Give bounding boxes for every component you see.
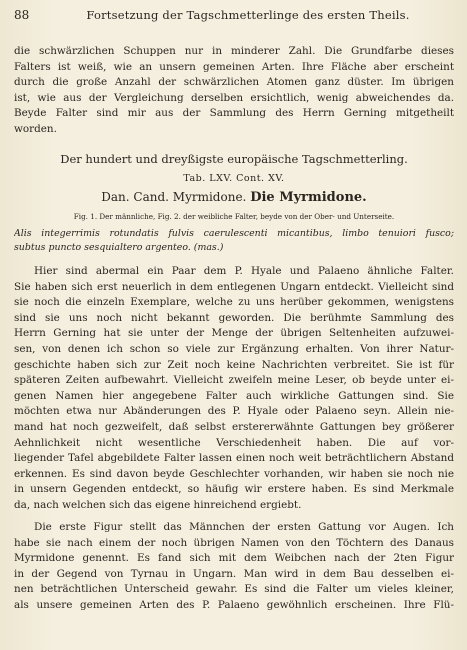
paragraph-3 <box>14 520 454 614</box>
figure-caption: Fig. 1. Der männliche, Fig. 2. der weibliche Falter, beyde von der Ober- und Unterseite. <box>73 212 395 221</box>
text-line: sind sie uns noch nicht bekannt geworden. Die berühmte Sammlung des <box>14 311 454 324</box>
text-line: in unsern Gegenden entdeckt, so häufig wir erstere haben. Es sind Merkmale <box>14 483 454 496</box>
section-heading: Der hundert und dreyßigste europäische Tagschmetterling. <box>60 152 408 166</box>
figure-caption-block <box>14 211 454 223</box>
page-header <box>14 6 452 26</box>
text-line: möchten etwa nur Abänderungen des P. Hyale oder Palaeno seyn. Allein nie- <box>14 405 454 418</box>
plate-reference: Tab. LXV. Cont. XV. <box>183 173 285 184</box>
text-line: späteren Zeiten aufbewahrt. Vielleicht zweifeln meine Leser, ob beyde unter ei- <box>14 374 454 387</box>
latin-description <box>14 227 454 255</box>
text-line: erkennen. Es sind davon beyde Geschlechter vorhanden, wir haben sie noch nie <box>14 467 454 480</box>
paragraph-2 <box>14 264 454 514</box>
text-line: Hier sind abermal ein Paar dem P. Hyale und Palaeno ähnliche Falter. <box>34 265 454 277</box>
text-line: nen beträchtlichen Unterscheid gewahr. Es sind die Falter um vieles kleiner, <box>14 583 454 596</box>
text-line: da, nach welchen sich das eigene hinreichend ergiebt. <box>14 498 302 511</box>
text-line: habe sie nach einem der noch übrigen Namen von den Töchtern des Danaus <box>14 536 454 549</box>
text-line: durch die große Anzahl der schwärzlichen Atomen ganz düster. Im übrigen <box>14 76 454 89</box>
species-name: Die Myrmidone. <box>250 190 367 205</box>
text-line: als unsere gemeinen Arten des P. Palaeno gewöhnlich erscheinen. Ihre Flü- <box>14 598 454 611</box>
text-line: geschichte haben sich zur Zeit noch keine Nachrichten verbreitet. Sie ist für <box>14 358 454 371</box>
text-line: sen, von denen ich schon so viele zur Ergänzung erhalten. Von ihrer Natur- <box>14 342 454 355</box>
text-line: ist, wie aus der Vergleichung derselben ersichtlich, wenig abweichendes da. <box>14 91 454 104</box>
latin-line: subtus puncto sesquialtero argenteo. (mas.) <box>14 242 224 253</box>
text-line: Aehnlichkeit nicht wesentliche Verschiedenheit haben. Die auf vor- <box>14 436 454 449</box>
paragraph-1 <box>14 44 454 138</box>
species-prefix: Dan. Cand. Myrmidone. <box>101 190 247 204</box>
text-line: in der Gegend von Tyrnau in Ungarn. Man wird in dem Bau desselben ei- <box>14 567 454 580</box>
page-number: 88 <box>14 8 30 22</box>
text-line: Sie haben sich erst neuerlich in dem entlegenen Ungarn entdeckt. Vielleicht sind <box>14 280 454 293</box>
species-title-block <box>14 190 454 206</box>
text-line: Myrmidone genennt. Es fand sich mit dem Weibchen nach der 2ten Figur <box>14 552 454 565</box>
text-line: sie noch die einzeln Exemplare, welche zu uns herüber gekommen, wenigstens <box>14 296 454 309</box>
text-line: Herrn Gerning hat sie unter der Menge der übrigen Seltenheiten aufzuwei- <box>14 327 454 340</box>
text-line: genen Namen hier angegebene Falter auch wirkliche Gattungen sind. Sie <box>14 389 454 402</box>
text-line: Die erste Figur stellt das Männchen der ersten Gattung vor Augen. Ich <box>34 521 454 533</box>
text-line: Falters ist weiß, wie an unsern gemeinen Arten. Ihre Fläche aber erscheint <box>14 60 454 73</box>
text-line: mand hat noch gezweifelt, daß selbst erstererwähnte Gattungen bey größerer <box>14 420 454 433</box>
running-title: Fortsetzung der Tagschmetterlinge des ersten Theils. <box>86 8 410 22</box>
plate-reference-block <box>14 171 454 187</box>
latin-line: Alis integerrimis rotundatis fulvis caerulescenti micantibus, limbo tenuiori fusco; <box>14 228 454 239</box>
text-line: die schwärzlichen Schuppen nur in minderer Zahl. Die Grundfarbe dieses <box>14 45 454 57</box>
species-title <box>14 190 454 206</box>
text-line: liegender Tafel abgebildete Falter lassen einen noch weit beträchtlichern Abstand <box>14 452 454 465</box>
text-line: Beyde Falter sind mir aus der Sammlung des Herrn Gerning mitgetheilt <box>14 107 454 120</box>
section-heading-block <box>14 152 454 168</box>
text-line: worden. <box>14 122 57 135</box>
